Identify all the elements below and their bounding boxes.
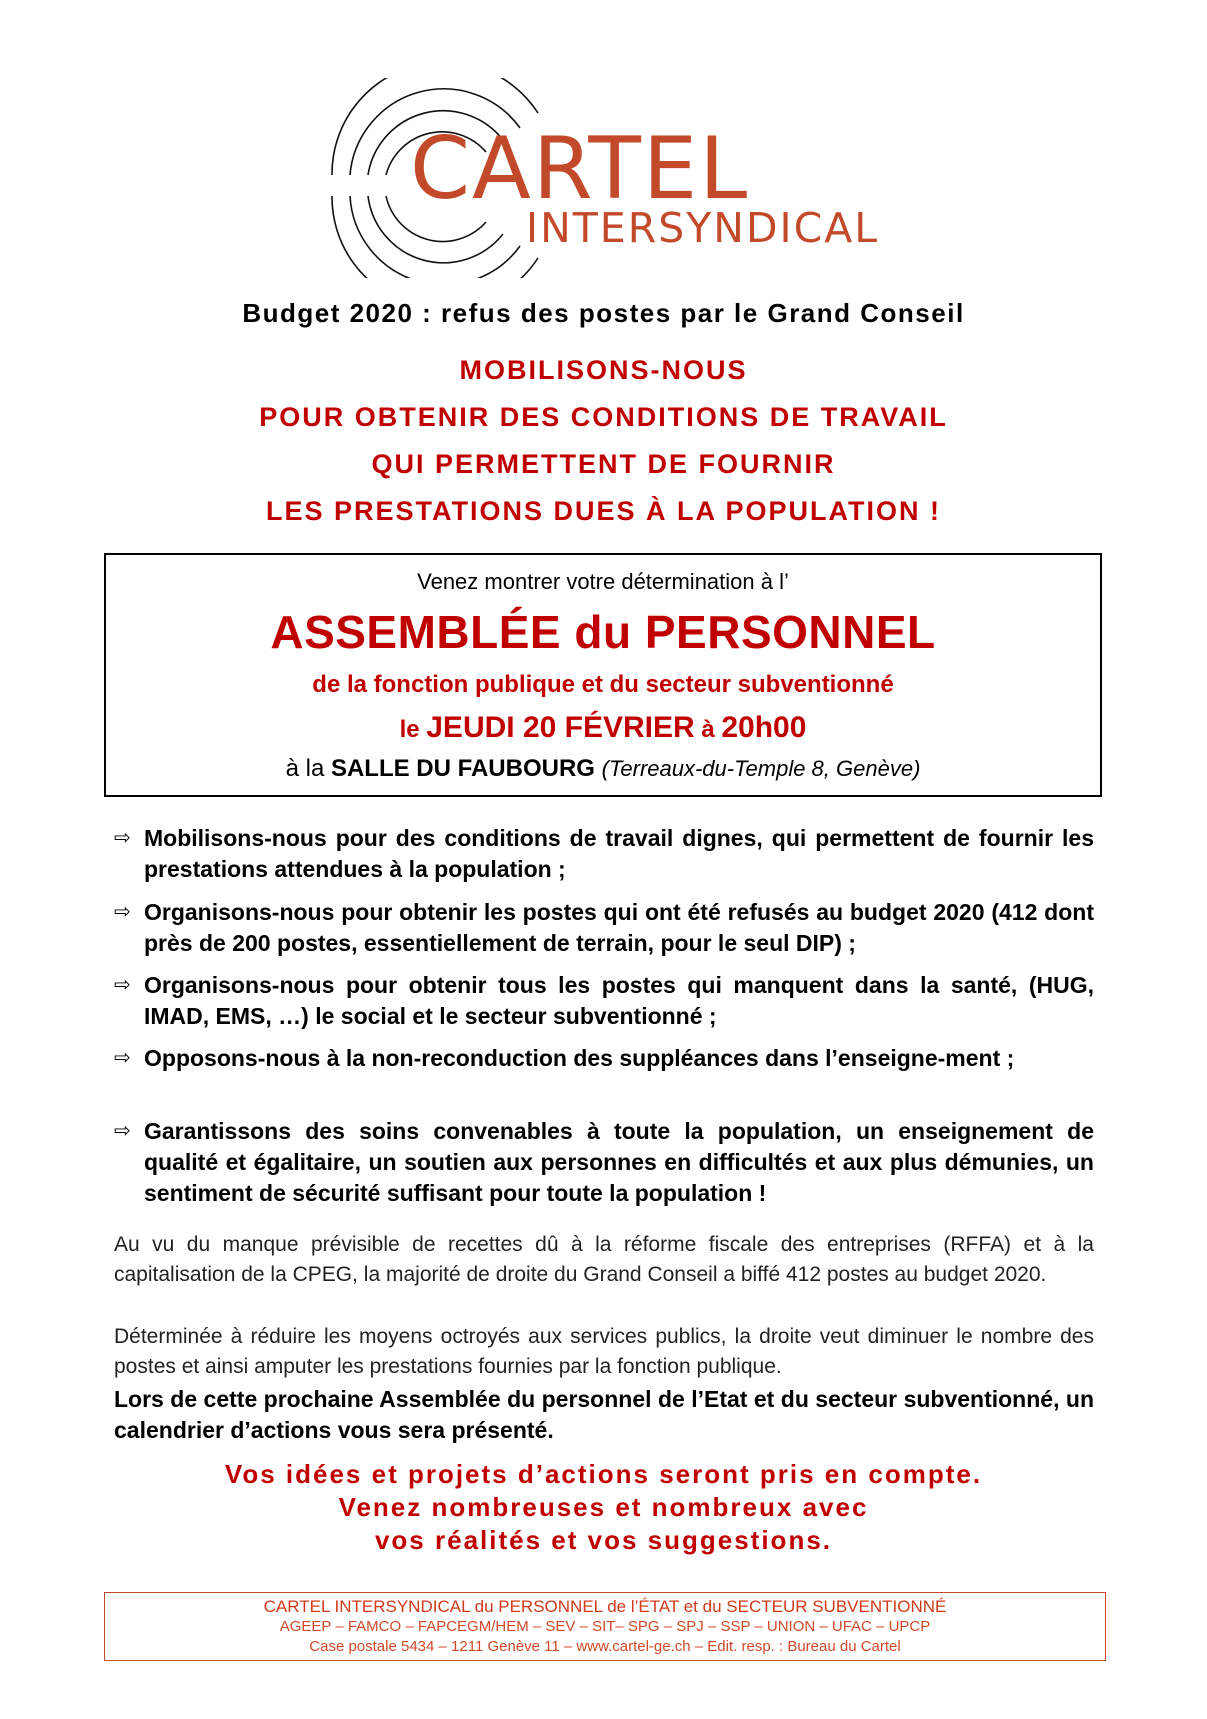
bullet-text: Garantissons des soins convenables à toute la population, un enseignement de qualité et égalitaire, un soutien aux personnes en difficultés et aux plus démunies, un sentiment de sécurité suffisant pour toute la population ! <box>144 1118 1094 1206</box>
date-main: JEUDI 20 FÉVRIER <box>426 711 695 744</box>
arrow-right-outline-icon: ⇨ <box>114 901 131 923</box>
context-paragraph: Au vu du manque prévisible de recettes dû à la réforme fiscale des entreprises (RFFA) et à la capitalisation de la CPEG, la majorité de droite du Grand Conseil a biffé 412 postes au budget 2020. <box>114 1233 1094 1286</box>
venue-address: (Terreaux-du-Temple 8, Genève) <box>601 756 921 781</box>
assembly-invite: Venez montrer votre détermination à l’ <box>417 569 789 594</box>
closing-line-2: Venez nombreuses et nombreux avec <box>338 1492 869 1522</box>
arrow-right-outline-icon: ⇨ <box>114 974 131 996</box>
mobilisation-line-1: MOBILISONS-NOUS <box>459 355 748 385</box>
bullet-item <box>114 970 1094 1032</box>
bullet-text: Mobilisons-nous pour des conditions de travail dignes, qui permettent de fournir les prestations attendues à la population ; <box>144 825 1094 882</box>
assembly-venue <box>106 755 1100 783</box>
document-subtitle: Budget 2020 : refus des postes par le Grand Conseil <box>242 298 965 328</box>
mobilisation-line-4: LES PRESTATIONS DUES À LA POPULATION ! <box>265 496 942 526</box>
assembly-date <box>106 711 1100 745</box>
date-mid: à <box>694 716 722 743</box>
bullet-item <box>114 897 1094 959</box>
date-time: 20h00 <box>721 711 807 744</box>
date-prefix: le <box>399 716 427 743</box>
assembly-title: ASSEMBLÉE du PERSONNEL <box>270 606 936 658</box>
bullet-text: Organisons-nous pour obtenir les postes qui ont été refusés au budget 2020 (412 dont près de 200 postes, essentiellement de terrain, pour le seul DIP) ; <box>144 899 1094 956</box>
bullet-item <box>114 823 1094 885</box>
assembly-box <box>104 553 1102 797</box>
arrow-right-outline-icon: ⇨ <box>114 827 131 849</box>
footer-members: AGEEP – FAMCO – FAPCEGM/HEM – SEV – SIT– SPG – SPJ – SSP – UNION – UFAC – UPCP <box>279 1618 931 1635</box>
bullet-item <box>114 1116 1094 1209</box>
bullet-text: Organisons-nous pour obtenir tous les postes qui manquent dans la santé, (HUG, IMAD, EMS, …) le social et le secteur subventionné ; <box>144 972 1094 1029</box>
logo-intersyndical-text: INTERSYNDICAL <box>526 204 880 252</box>
footer-address: Case postale 5434 – 1211 Genève 11 – www.cartel-ge.ch – Edit. resp. : Bureau du Cartel <box>309 1638 901 1655</box>
closing-line-3: vos réalités et vos suggestions. <box>374 1525 833 1555</box>
arrow-right-outline-icon: ⇨ <box>114 1120 131 1142</box>
footer-title: CARTEL INTERSYNDICAL du PERSONNEL de l’ÉTAT et du SECTEUR SUBVENTIONNÉ <box>263 1597 947 1616</box>
mobilisation-line-3: QUI PERMETTENT DE FOURNIR <box>371 449 836 479</box>
cartel-logo <box>320 78 880 278</box>
venue-name: SALLE DU FAUBOURG <box>330 755 595 782</box>
closing-line-1: Vos idées et projets d’actions seront pris en compte. <box>224 1459 983 1489</box>
logo-cartel-text: CARTEL <box>410 119 750 219</box>
mobilisation-line-2: POUR OBTENIR DES CONDITIONS DE TRAVAIL <box>259 402 948 432</box>
venue-prefix: à la <box>285 755 331 782</box>
footer-box <box>104 1592 1106 1661</box>
bullet-item <box>114 1043 1094 1074</box>
arrow-right-outline-icon: ⇨ <box>114 1047 131 1069</box>
assembly-scope: de la fonction publique et du secteur subventionné <box>312 671 894 698</box>
bullet-text: Opposons-nous à la non-reconduction des suppléances dans l’enseigne-ment ; <box>144 1045 1015 1071</box>
announcement-paragraph: Lors de cette prochaine Assemblée du personnel de l’Etat et du secteur subventionné, un calendrier d’actions vous sera présenté. <box>114 1386 1094 1443</box>
context-paragraph: Déterminée à réduire les moyens octroyés aux services publics, la droite veut diminuer le nombre des postes et ainsi amputer les prestations fournies par la fonction publique. <box>114 1325 1094 1378</box>
